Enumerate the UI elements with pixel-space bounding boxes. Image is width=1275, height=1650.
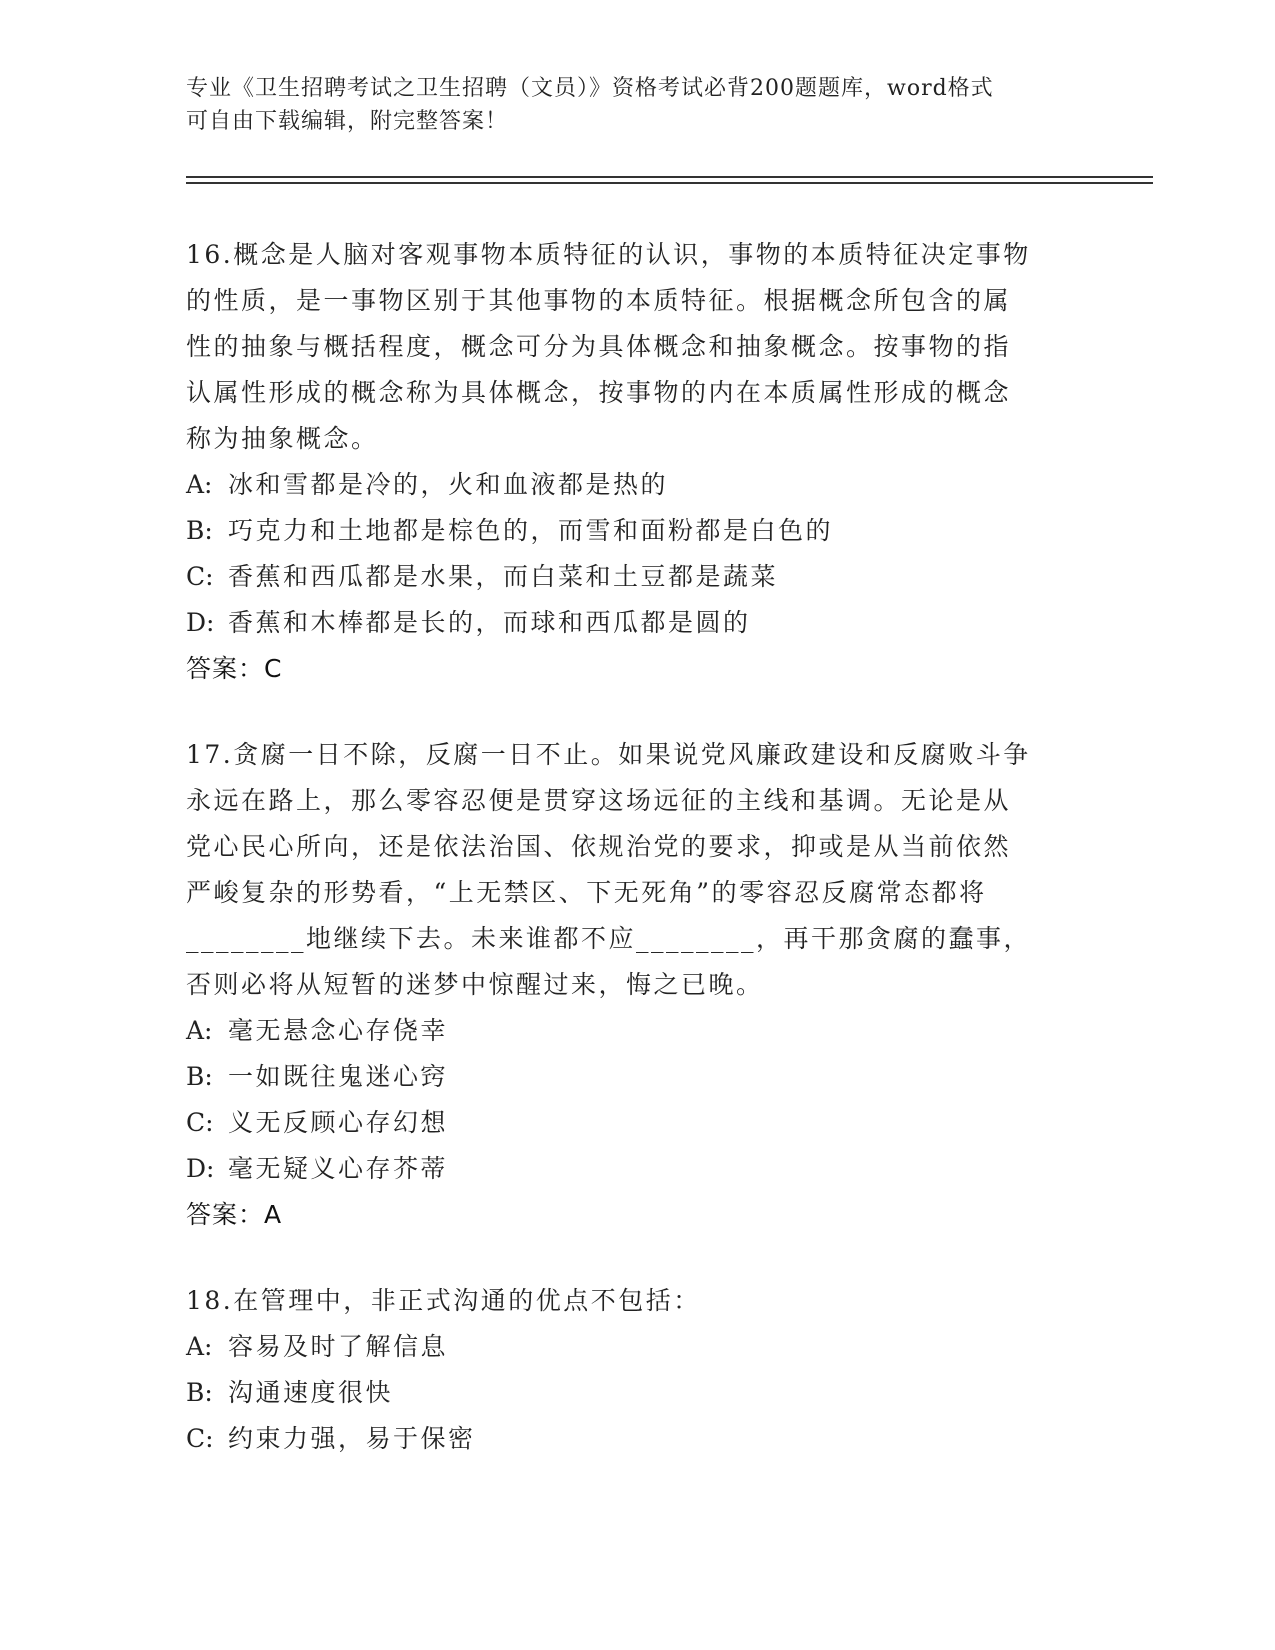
question-stem <box>186 732 1086 1008</box>
header-line-2: 可自由下载编辑，附完整答案！ <box>186 109 509 134</box>
option-text: 毫无悬念心存侥幸 <box>228 1016 449 1045</box>
question-17 <box>186 732 1086 1238</box>
answer-line: 答案：C <box>186 654 283 683</box>
stem-line: 永远在路上，那么零容忍便是贯穿这场远征的主线和基调。无论是从 <box>186 786 1012 815</box>
header-line-1: 专业《卫生招聘考试之卫生招聘（文员）》资格考试必背200题题库，word格式 <box>186 76 994 101</box>
option-a <box>186 1324 1086 1370</box>
option-c <box>186 1416 1086 1462</box>
option-letter: A: <box>186 1016 213 1045</box>
option-b <box>186 508 1086 554</box>
stem-line: 17.贪腐一日不除，反腐一日不止。如果说党风廉政建设和反腐败斗争 <box>186 740 1031 769</box>
option-text: 约束力强，易于保密 <box>228 1424 476 1453</box>
option-letter: D: <box>186 608 215 637</box>
option-b <box>186 1370 1086 1416</box>
option-d <box>186 1146 1086 1192</box>
option-letter: D: <box>186 1154 215 1183</box>
option-text: 容易及时了解信息 <box>228 1332 449 1361</box>
option-text: 香蕉和西瓜都是水果，而白菜和土豆都是蔬菜 <box>228 562 779 591</box>
stem-line: 严峻复杂的形势看，“上无禁区、下无死角”的零容忍反腐常态都将 <box>186 878 987 907</box>
option-text: 巧克力和土地都是棕色的，而雪和面粉都是白色的 <box>228 516 834 545</box>
option-d <box>186 600 1086 646</box>
question-stem <box>186 232 1086 462</box>
question-16 <box>186 232 1086 692</box>
stem-line: 16.概念是人脑对客观事物本质特征的认识，事物的本质特征决定事物 <box>186 240 1031 269</box>
option-text: 一如既往鬼迷心窍 <box>228 1062 449 1091</box>
option-text: 沟通速度很快 <box>228 1378 394 1407</box>
stem-line: 的性质，是一事物区别于其他事物的本质特征。根据概念所包含的属 <box>186 286 1012 315</box>
header-divider-top <box>186 176 1153 178</box>
option-letter: A: <box>186 1332 213 1361</box>
stem-line: 18.在管理中，非正式沟通的优点不包括： <box>186 1286 701 1315</box>
stem-line: 否则必将从短暂的迷梦中惊醒过来，悔之已晚。 <box>186 970 764 999</box>
question-stem <box>186 1278 1086 1324</box>
option-letter: C: <box>186 562 214 591</box>
option-letter: C: <box>186 1424 214 1453</box>
option-a <box>186 1008 1086 1054</box>
stem-line: 称为抽象概念。 <box>186 424 379 453</box>
option-a <box>186 462 1086 508</box>
option-text: 毫无疑义心存芥蒂 <box>228 1154 449 1183</box>
option-letter: B: <box>186 1062 213 1091</box>
option-letter: B: <box>186 1378 213 1407</box>
answer-line: 答案：A <box>186 1200 283 1229</box>
option-letter: C: <box>186 1108 214 1137</box>
option-c <box>186 554 1086 600</box>
stem-line: 认属性形成的概念称为具体概念，按事物的内在本质属性形成的概念 <box>186 378 1012 407</box>
question-18 <box>186 1278 1086 1462</box>
option-c <box>186 1100 1086 1146</box>
option-text: 冰和雪都是冷的，火和血液都是热的 <box>228 470 669 499</box>
option-text: 香蕉和木棒都是长的，而球和西瓜都是圆的 <box>228 608 751 637</box>
stem-line: 性的抽象与概括程度，概念可分为具体概念和抽象概念。按事物的指 <box>186 332 1012 361</box>
option-text: 义无反顾心存幻想 <box>228 1108 449 1137</box>
option-letter: B: <box>186 516 213 545</box>
header-divider-bottom <box>186 182 1153 184</box>
option-b <box>186 1054 1086 1100</box>
stem-line: 党心民心所向，还是依法治国、依规治党的要求，抑或是从当前依然 <box>186 832 1012 861</box>
option-letter: A: <box>186 470 213 499</box>
stem-line: ________地继续下去。未来谁都不应________，再干那贪腐的蠢事， <box>186 924 1032 953</box>
document-header <box>186 72 1066 138</box>
